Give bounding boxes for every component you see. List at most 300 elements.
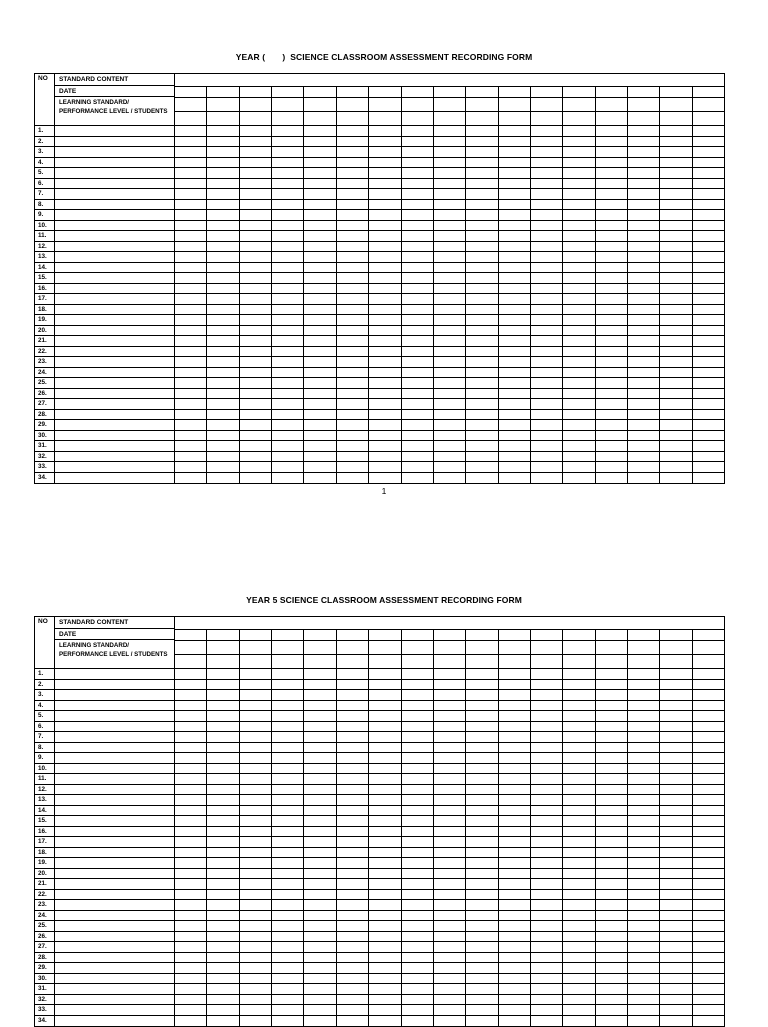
score-cell[interactable] (304, 942, 336, 952)
score-cell[interactable] (434, 420, 466, 430)
score-cell[interactable] (337, 743, 369, 753)
score-cell[interactable] (596, 273, 628, 283)
score-cell[interactable] (304, 816, 336, 826)
score-cell[interactable] (175, 774, 207, 784)
score-cell[interactable] (531, 837, 563, 847)
score-cell[interactable] (337, 252, 369, 262)
performance-level-cell[interactable] (337, 112, 368, 125)
score-cell[interactable] (660, 158, 692, 168)
score-cell[interactable] (272, 462, 304, 472)
score-cell[interactable] (304, 315, 336, 325)
score-cell[interactable] (402, 158, 434, 168)
date-cell[interactable] (304, 630, 335, 641)
score-cell[interactable] (563, 942, 595, 952)
score-cell[interactable] (207, 410, 239, 420)
score-cell[interactable] (369, 147, 401, 157)
score-cell[interactable] (628, 1016, 660, 1027)
score-cell[interactable] (175, 168, 207, 178)
score-cell[interactable] (499, 179, 531, 189)
score-cell[interactable] (402, 732, 434, 742)
score-cell[interactable] (499, 242, 531, 252)
score-cell[interactable] (402, 263, 434, 273)
score-cell[interactable] (369, 252, 401, 262)
score-cell[interactable] (628, 126, 660, 136)
score-cell[interactable] (337, 168, 369, 178)
learning-standard-cell[interactable] (660, 641, 691, 655)
date-cell[interactable] (563, 87, 594, 98)
score-cell[interactable] (304, 732, 336, 742)
score-cell[interactable] (207, 837, 239, 847)
score-cell[interactable] (693, 974, 724, 984)
score-cell[interactable] (531, 189, 563, 199)
score-cell[interactable] (499, 743, 531, 753)
score-cell[interactable] (628, 837, 660, 847)
score-cell[interactable] (434, 189, 466, 199)
performance-level-cell[interactable] (531, 655, 562, 668)
score-cell[interactable] (466, 284, 498, 294)
score-cell[interactable] (272, 452, 304, 462)
student-name-cell[interactable] (55, 722, 175, 732)
score-cell[interactable] (531, 743, 563, 753)
score-cell[interactable] (272, 722, 304, 732)
score-cell[interactable] (563, 690, 595, 700)
score-cell[interactable] (304, 336, 336, 346)
score-cell[interactable] (272, 252, 304, 262)
score-cell[interactable] (563, 420, 595, 430)
student-name-cell[interactable] (55, 900, 175, 910)
student-name-cell[interactable] (55, 263, 175, 273)
score-cell[interactable] (466, 368, 498, 378)
score-cell[interactable] (563, 189, 595, 199)
score-cell[interactable] (240, 168, 272, 178)
score-cell[interactable] (434, 168, 466, 178)
score-cell[interactable] (272, 284, 304, 294)
score-cell[interactable] (337, 210, 369, 220)
score-cell[interactable] (369, 242, 401, 252)
performance-level-cell[interactable] (596, 112, 627, 125)
score-cell[interactable] (660, 953, 692, 963)
date-cell[interactable] (596, 87, 627, 98)
score-cell[interactable] (337, 911, 369, 921)
score-cell[interactable] (304, 669, 336, 679)
student-name-cell[interactable] (55, 879, 175, 889)
score-cell[interactable] (272, 231, 304, 241)
score-cell[interactable] (240, 389, 272, 399)
score-cell[interactable] (304, 1005, 336, 1015)
score-cell[interactable] (272, 785, 304, 795)
score-cell[interactable] (693, 785, 724, 795)
score-cell[interactable] (175, 984, 207, 994)
score-cell[interactable] (628, 900, 660, 910)
score-cell[interactable] (240, 1005, 272, 1015)
score-cell[interactable] (693, 357, 724, 367)
score-cell[interactable] (434, 879, 466, 889)
score-cell[interactable] (531, 732, 563, 742)
score-cell[interactable] (466, 837, 498, 847)
score-cell[interactable] (434, 147, 466, 157)
score-cell[interactable] (240, 879, 272, 889)
score-cell[interactable] (207, 890, 239, 900)
student-name-cell[interactable] (55, 690, 175, 700)
score-cell[interactable] (337, 378, 369, 388)
score-cell[interactable] (466, 711, 498, 721)
student-name-cell[interactable] (55, 168, 175, 178)
student-name-cell[interactable] (55, 858, 175, 868)
score-cell[interactable] (499, 795, 531, 805)
score-cell[interactable] (337, 722, 369, 732)
score-cell[interactable] (304, 743, 336, 753)
score-cell[interactable] (660, 399, 692, 409)
score-cell[interactable] (660, 774, 692, 784)
score-cell[interactable] (240, 1016, 272, 1027)
score-cell[interactable] (402, 242, 434, 252)
score-cell[interactable] (596, 252, 628, 262)
score-cell[interactable] (175, 701, 207, 711)
score-cell[interactable] (693, 294, 724, 304)
student-name-cell[interactable] (55, 890, 175, 900)
score-cell[interactable] (596, 420, 628, 430)
learning-standard-cell[interactable] (563, 98, 594, 112)
score-cell[interactable] (207, 806, 239, 816)
score-cell[interactable] (369, 410, 401, 420)
date-cell[interactable] (628, 630, 659, 641)
score-cell[interactable] (531, 378, 563, 388)
score-cell[interactable] (369, 858, 401, 868)
score-cell[interactable] (272, 869, 304, 879)
score-cell[interactable] (402, 231, 434, 241)
score-cell[interactable] (369, 347, 401, 357)
score-cell[interactable] (240, 942, 272, 952)
score-cell[interactable] (434, 221, 466, 231)
score-cell[interactable] (628, 315, 660, 325)
learning-standard-cell[interactable] (369, 98, 400, 112)
score-cell[interactable] (628, 680, 660, 690)
score-cell[interactable] (272, 126, 304, 136)
score-cell[interactable] (337, 158, 369, 168)
score-cell[interactable] (466, 932, 498, 942)
score-cell[interactable] (207, 701, 239, 711)
score-cell[interactable] (628, 974, 660, 984)
score-cell[interactable] (304, 890, 336, 900)
score-cell[interactable] (272, 932, 304, 942)
performance-level-cell[interactable] (304, 112, 335, 125)
score-cell[interactable] (660, 420, 692, 430)
score-cell[interactable] (660, 189, 692, 199)
score-cell[interactable] (402, 462, 434, 472)
score-cell[interactable] (531, 326, 563, 336)
score-cell[interactable] (531, 942, 563, 952)
score-cell[interactable] (693, 816, 724, 826)
performance-level-cell[interactable] (434, 112, 465, 125)
score-cell[interactable] (369, 869, 401, 879)
score-cell[interactable] (499, 837, 531, 847)
learning-standard-cell[interactable] (499, 98, 530, 112)
score-cell[interactable] (596, 963, 628, 973)
score-cell[interactable] (304, 806, 336, 816)
score-cell[interactable] (628, 827, 660, 837)
student-name-cell[interactable] (55, 137, 175, 147)
score-cell[interactable] (369, 200, 401, 210)
score-cell[interactable] (369, 911, 401, 921)
score-cell[interactable] (466, 158, 498, 168)
score-cell[interactable] (531, 984, 563, 994)
performance-level-cell[interactable] (499, 112, 530, 125)
score-cell[interactable] (434, 732, 466, 742)
score-cell[interactable] (563, 326, 595, 336)
score-cell[interactable] (434, 231, 466, 241)
score-cell[interactable] (402, 890, 434, 900)
score-cell[interactable] (628, 368, 660, 378)
score-cell[interactable] (563, 231, 595, 241)
score-cell[interactable] (175, 221, 207, 231)
score-cell[interactable] (434, 357, 466, 367)
score-cell[interactable] (175, 179, 207, 189)
score-cell[interactable] (175, 378, 207, 388)
score-cell[interactable] (337, 462, 369, 472)
score-cell[interactable] (466, 462, 498, 472)
score-cell[interactable] (531, 963, 563, 973)
score-cell[interactable] (693, 441, 724, 451)
score-cell[interactable] (596, 785, 628, 795)
score-cell[interactable] (434, 126, 466, 136)
score-cell[interactable] (596, 284, 628, 294)
score-cell[interactable] (693, 410, 724, 420)
score-cell[interactable] (434, 294, 466, 304)
score-cell[interactable] (304, 189, 336, 199)
score-cell[interactable] (531, 932, 563, 942)
score-cell[interactable] (563, 410, 595, 420)
score-cell[interactable] (434, 869, 466, 879)
score-cell[interactable] (272, 368, 304, 378)
score-cell[interactable] (628, 732, 660, 742)
score-cell[interactable] (660, 200, 692, 210)
score-cell[interactable] (369, 764, 401, 774)
score-cell[interactable] (304, 827, 336, 837)
score-cell[interactable] (563, 816, 595, 826)
score-cell[interactable] (207, 441, 239, 451)
score-cell[interactable] (466, 974, 498, 984)
score-cell[interactable] (628, 294, 660, 304)
score-cell[interactable] (272, 743, 304, 753)
score-cell[interactable] (272, 441, 304, 451)
score-cell[interactable] (531, 462, 563, 472)
score-cell[interactable] (563, 242, 595, 252)
score-cell[interactable] (272, 816, 304, 826)
score-cell[interactable] (240, 816, 272, 826)
score-cell[interactable] (434, 806, 466, 816)
score-cell[interactable] (207, 357, 239, 367)
score-cell[interactable] (531, 336, 563, 346)
score-cell[interactable] (499, 932, 531, 942)
score-cell[interactable] (596, 680, 628, 690)
score-cell[interactable] (207, 252, 239, 262)
score-cell[interactable] (207, 953, 239, 963)
score-cell[interactable] (402, 378, 434, 388)
score-cell[interactable] (628, 669, 660, 679)
score-cell[interactable] (304, 785, 336, 795)
score-cell[interactable] (563, 431, 595, 441)
score-cell[interactable] (175, 473, 207, 484)
score-cell[interactable] (272, 242, 304, 252)
score-cell[interactable] (434, 669, 466, 679)
score-cell[interactable] (175, 900, 207, 910)
student-name-cell[interactable] (55, 357, 175, 367)
score-cell[interactable] (660, 462, 692, 472)
score-cell[interactable] (660, 921, 692, 931)
score-cell[interactable] (402, 389, 434, 399)
score-cell[interactable] (531, 305, 563, 315)
score-cell[interactable] (434, 753, 466, 763)
score-cell[interactable] (272, 147, 304, 157)
score-cell[interactable] (660, 273, 692, 283)
score-cell[interactable] (369, 785, 401, 795)
score-cell[interactable] (402, 347, 434, 357)
score-cell[interactable] (660, 315, 692, 325)
score-cell[interactable] (531, 879, 563, 889)
score-cell[interactable] (369, 420, 401, 430)
score-cell[interactable] (660, 858, 692, 868)
score-cell[interactable] (596, 921, 628, 931)
score-cell[interactable] (175, 816, 207, 826)
score-cell[interactable] (466, 858, 498, 868)
score-cell[interactable] (304, 252, 336, 262)
score-cell[interactable] (628, 690, 660, 700)
score-cell[interactable] (369, 221, 401, 231)
score-cell[interactable] (402, 294, 434, 304)
date-cell[interactable] (207, 630, 238, 641)
student-name-cell[interactable] (55, 410, 175, 420)
score-cell[interactable] (693, 669, 724, 679)
score-cell[interactable] (628, 431, 660, 441)
score-cell[interactable] (240, 690, 272, 700)
score-cell[interactable] (434, 158, 466, 168)
score-cell[interactable] (175, 200, 207, 210)
score-cell[interactable] (693, 774, 724, 784)
score-cell[interactable] (628, 284, 660, 294)
score-cell[interactable] (337, 879, 369, 889)
score-cell[interactable] (175, 452, 207, 462)
score-cell[interactable] (402, 942, 434, 952)
score-cell[interactable] (272, 336, 304, 346)
score-cell[interactable] (207, 231, 239, 241)
score-cell[interactable] (563, 368, 595, 378)
score-cell[interactable] (466, 900, 498, 910)
performance-level-cell[interactable] (207, 112, 238, 125)
score-cell[interactable] (304, 911, 336, 921)
score-cell[interactable] (531, 974, 563, 984)
score-cell[interactable] (402, 785, 434, 795)
score-cell[interactable] (402, 816, 434, 826)
score-cell[interactable] (660, 995, 692, 1005)
score-cell[interactable] (660, 168, 692, 178)
score-cell[interactable] (337, 690, 369, 700)
score-cell[interactable] (207, 305, 239, 315)
score-cell[interactable] (499, 690, 531, 700)
score-cell[interactable] (175, 305, 207, 315)
score-cell[interactable] (304, 1016, 336, 1027)
score-cell[interactable] (563, 1005, 595, 1015)
score-cell[interactable] (175, 410, 207, 420)
performance-level-cell[interactable] (272, 112, 303, 125)
score-cell[interactable] (693, 848, 724, 858)
score-cell[interactable] (466, 189, 498, 199)
score-cell[interactable] (207, 848, 239, 858)
score-cell[interactable] (175, 932, 207, 942)
score-cell[interactable] (660, 473, 692, 484)
score-cell[interactable] (304, 974, 336, 984)
score-cell[interactable] (207, 690, 239, 700)
score-cell[interactable] (466, 294, 498, 304)
score-cell[interactable] (337, 263, 369, 273)
score-cell[interactable] (175, 858, 207, 868)
score-cell[interactable] (628, 137, 660, 147)
score-cell[interactable] (596, 347, 628, 357)
score-cell[interactable] (628, 347, 660, 357)
score-cell[interactable] (466, 953, 498, 963)
date-cell[interactable] (175, 630, 206, 641)
score-cell[interactable] (402, 879, 434, 889)
score-cell[interactable] (175, 368, 207, 378)
score-cell[interactable] (596, 378, 628, 388)
score-cell[interactable] (499, 273, 531, 283)
score-cell[interactable] (628, 848, 660, 858)
score-cell[interactable] (272, 827, 304, 837)
score-cell[interactable] (596, 795, 628, 805)
score-cell[interactable] (240, 743, 272, 753)
score-cell[interactable] (240, 410, 272, 420)
score-cell[interactable] (175, 732, 207, 742)
date-cell[interactable] (499, 630, 530, 641)
score-cell[interactable] (402, 711, 434, 721)
score-cell[interactable] (434, 336, 466, 346)
score-cell[interactable] (466, 263, 498, 273)
score-cell[interactable] (207, 995, 239, 1005)
score-cell[interactable] (499, 200, 531, 210)
student-name-cell[interactable] (55, 294, 175, 304)
score-cell[interactable] (272, 473, 304, 484)
score-cell[interactable] (175, 231, 207, 241)
score-cell[interactable] (466, 147, 498, 157)
score-cell[interactable] (660, 753, 692, 763)
score-cell[interactable] (499, 462, 531, 472)
student-name-cell[interactable] (55, 680, 175, 690)
score-cell[interactable] (240, 680, 272, 690)
score-cell[interactable] (369, 701, 401, 711)
score-cell[interactable] (402, 315, 434, 325)
score-cell[interactable] (240, 932, 272, 942)
score-cell[interactable] (337, 137, 369, 147)
score-cell[interactable] (499, 189, 531, 199)
student-name-cell[interactable] (55, 231, 175, 241)
score-cell[interactable] (596, 932, 628, 942)
score-cell[interactable] (693, 137, 724, 147)
student-name-cell[interactable] (55, 995, 175, 1005)
score-cell[interactable] (272, 200, 304, 210)
score-cell[interactable] (466, 774, 498, 784)
learning-standard-cell[interactable] (596, 641, 627, 655)
score-cell[interactable] (596, 953, 628, 963)
score-cell[interactable] (499, 410, 531, 420)
score-cell[interactable] (499, 305, 531, 315)
score-cell[interactable] (272, 669, 304, 679)
score-cell[interactable] (402, 137, 434, 147)
score-cell[interactable] (272, 984, 304, 994)
score-cell[interactable] (175, 189, 207, 199)
score-cell[interactable] (563, 680, 595, 690)
score-cell[interactable] (175, 837, 207, 847)
score-cell[interactable] (499, 336, 531, 346)
score-cell[interactable] (466, 378, 498, 388)
